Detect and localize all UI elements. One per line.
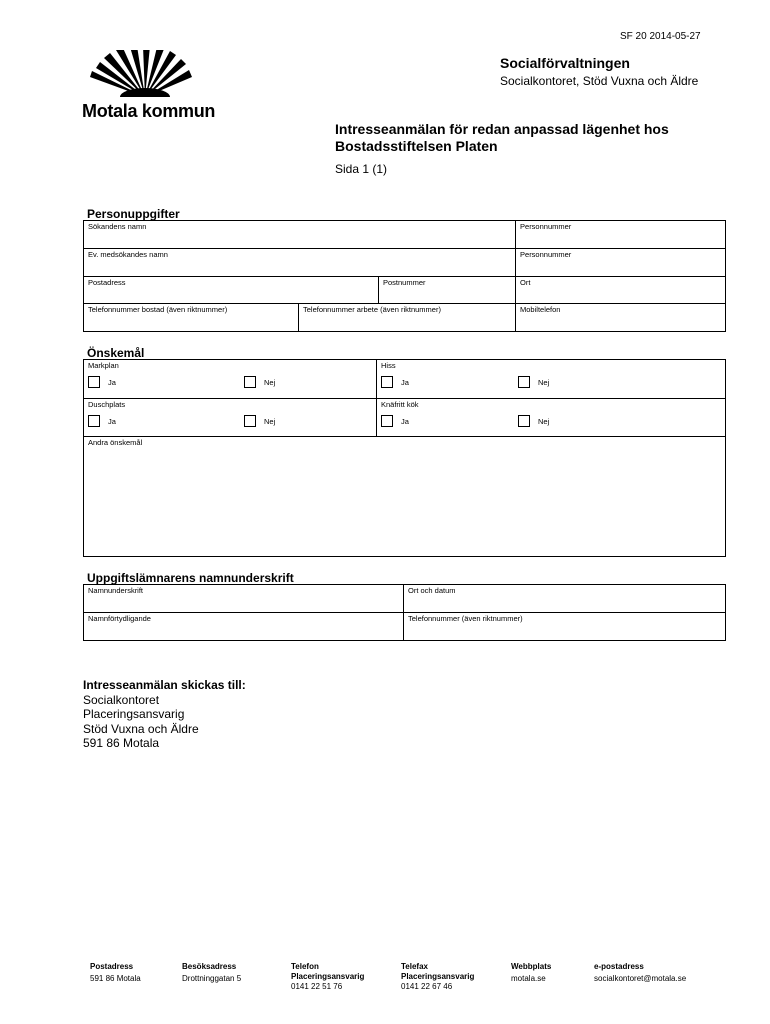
footer-web-label: Webbplats xyxy=(511,962,552,971)
footer-postal-label: Postadress xyxy=(90,962,134,971)
page-number: Sida 1 (1) xyxy=(335,162,388,176)
phone-home-field[interactable]: Telefonnummer bostad (även riktnummer) xyxy=(84,304,299,332)
document-id: SF 20 2014-05-27 xyxy=(620,31,701,42)
applicant-name-field[interactable]: Sökandens namn xyxy=(84,221,516,249)
city-field[interactable]: Ort xyxy=(516,277,726,304)
personal-table xyxy=(83,220,726,332)
form-title-line2: Bostadsstiftelsen Platen xyxy=(335,138,498,154)
footer-fax-label: Telefax xyxy=(401,962,428,971)
form-title-line1: Intresseanmälan för redan anpassad lägenhet hos xyxy=(335,121,669,137)
personnummer-field[interactable]: Personnummer xyxy=(516,221,726,249)
send-to-heading: Intresseanmälan skickas till: xyxy=(83,678,246,692)
ground-floor-yes-checkbox[interactable] xyxy=(88,376,100,388)
footer-web xyxy=(511,962,551,984)
coapplicant-name-field[interactable]: Ev. medsökandes namn xyxy=(84,249,516,277)
kitchen-label: Knäfritt kök xyxy=(381,400,419,409)
kitchen-cell xyxy=(377,399,726,437)
elevator-yes-label: Ja xyxy=(401,377,409,387)
elevator-cell xyxy=(377,360,726,399)
municipality-logo-text: Motala kommun xyxy=(82,101,216,121)
postal-code-field[interactable]: Postnummer xyxy=(379,277,516,304)
signature-field[interactable]: Namnunderskrift xyxy=(84,585,404,613)
signature-table xyxy=(83,584,726,641)
footer-email-value[interactable]: socialkontoret@motala.se xyxy=(594,974,687,983)
elevator-yes-checkbox[interactable] xyxy=(381,376,393,388)
footer-fax-value: 0141 22 67 46 xyxy=(401,982,453,991)
ground-floor-no-checkbox[interactable] xyxy=(244,376,256,388)
ground-floor-label: Markplan xyxy=(88,361,119,370)
footer-email xyxy=(594,962,686,984)
phone-work-field[interactable]: Telefonnummer arbete (även riktnummer) xyxy=(299,304,516,332)
shower-yes-label: Ja xyxy=(108,416,116,426)
footer-phone-sub: Placeringsansvarig xyxy=(291,972,365,981)
footer-postal-value: 591 86 Motala xyxy=(90,974,141,983)
elevator-label: Hiss xyxy=(381,361,396,370)
address-field[interactable]: Postadress xyxy=(84,277,379,304)
footer-postal xyxy=(90,962,141,984)
section-wishes-heading: Önskemål xyxy=(87,346,145,360)
send-to-line4: 591 86 Motala xyxy=(83,736,160,750)
shower-cell xyxy=(84,399,377,437)
shower-label: Duschplats xyxy=(88,400,126,409)
send-to-line2: Placeringsansvarig xyxy=(83,707,185,721)
footer-visit-label: Besöksadress xyxy=(182,962,237,971)
kitchen-no-label: Nej xyxy=(538,416,550,426)
personnummer2-field[interactable]: Personnummer xyxy=(516,249,726,277)
other-wishes-field[interactable]: Andra önskemål xyxy=(84,437,726,557)
shower-no-checkbox[interactable] xyxy=(244,415,256,427)
mobile-field[interactable]: Mobiltelefon xyxy=(516,304,726,332)
ground-floor-yes-label: Ja xyxy=(108,377,116,387)
kitchen-no-checkbox[interactable] xyxy=(518,415,530,427)
signature-phone-field[interactable]: Telefonnummer (även riktnummer) xyxy=(404,613,726,641)
footer-visit xyxy=(182,962,241,984)
place-date-field[interactable]: Ort och datum xyxy=(404,585,726,613)
ground-floor-cell xyxy=(84,360,377,399)
footer-phone-label: Telefon xyxy=(291,962,319,971)
shower-yes-checkbox[interactable] xyxy=(88,415,100,427)
kitchen-yes-checkbox[interactable] xyxy=(381,415,393,427)
form-title xyxy=(335,121,735,155)
elevator-no-label: Nej xyxy=(538,377,550,387)
unit-name: Socialkontoret, Stöd Vuxna och Äldre xyxy=(500,74,699,88)
wishes-table xyxy=(83,359,726,557)
elevator-no-checkbox[interactable] xyxy=(518,376,530,388)
footer-fax-sub: Placeringsansvarig xyxy=(401,972,475,981)
footer-web-value[interactable]: motala.se xyxy=(511,974,546,983)
shower-no-label: Nej xyxy=(264,416,276,426)
kitchen-yes-label: Ja xyxy=(401,416,409,426)
footer-email-label: e-postadress xyxy=(594,962,644,971)
section-personal-heading: Personuppgifter xyxy=(87,207,180,221)
footer-phone-value: 0141 22 51 76 xyxy=(291,982,343,991)
footer-phone xyxy=(291,962,364,992)
ground-floor-no-label: Nej xyxy=(264,377,276,387)
send-to-line3: Stöd Vuxna och Äldre xyxy=(83,721,199,736)
send-to-block xyxy=(83,678,246,751)
section-signature-heading: Uppgiftslämnarens namnunderskrift xyxy=(87,571,294,585)
department-name: Socialförvaltningen xyxy=(500,55,630,71)
footer-visit-value: Drottninggatan 5 xyxy=(182,974,242,983)
name-clarification-field[interactable]: Namnförtydligande xyxy=(84,613,404,641)
footer-fax xyxy=(401,962,474,992)
send-to-line1: Socialkontoret xyxy=(83,692,160,707)
